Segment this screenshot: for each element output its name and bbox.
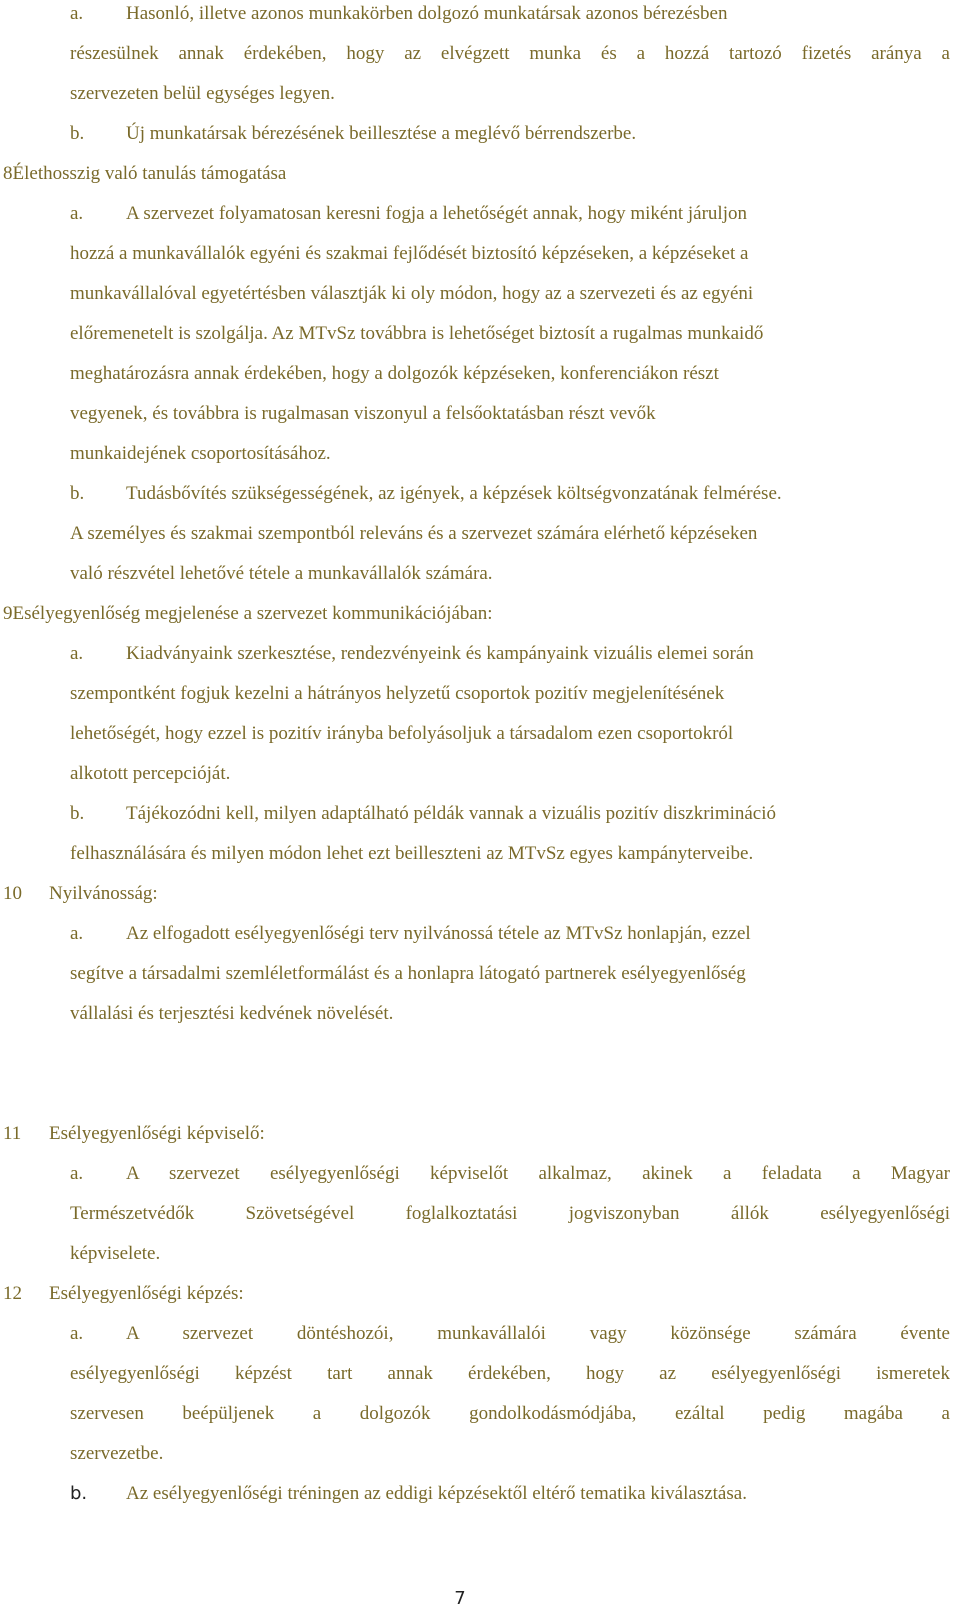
paragraph-line: való részvétel lehetővé tétele a munkavállalók számára. bbox=[70, 563, 493, 584]
line-text: A szervezet esélyegyenlőségi képviselőt alkalmaz, akinek a feladata a Magyar bbox=[126, 1163, 950, 1184]
paragraph-line: segítve a társadalmi szemléletformálást és a honlapra látogató partnerek esélyegyenlőség bbox=[70, 963, 746, 984]
list-marker: b. bbox=[70, 1483, 88, 1504]
paragraph-line: munkavállalóval egyetértésben választják ki oly módon, hogy az a szervezeti és az egyéni bbox=[70, 283, 754, 304]
line-text: Tudásbővítés szükségességének, az igények, a képzések költségvonzatának felmérése. bbox=[126, 483, 782, 504]
list-marker: b. bbox=[70, 123, 85, 144]
paragraph-line: részesülnek annak érdekében, hogy az elvégzett munka és a hozzá tartozó fizetés aránya a bbox=[70, 43, 950, 64]
paragraph-line bbox=[70, 2, 950, 26]
paragraph-line: szempontként fogjuk kezelni a hátrányos helyzetű csoportok pozitív megjelenítésének bbox=[70, 683, 725, 704]
paragraph-line: esélyegyenlőségi képzést tart annak érdekében, hogy az esélyegyenlőségi ismeretek bbox=[70, 1363, 950, 1384]
paragraph-line: Természetvédők Szövetségével foglalkoztatási jogviszonyban állók esélyegyenlőségi bbox=[70, 1203, 950, 1224]
paragraph-line: lehetőségét, hogy ezzel is pozitív irányba befolyásoljuk a társadalom ezen csoportokról bbox=[70, 723, 734, 744]
paragraph-line: alkotott percepcióját. bbox=[70, 763, 231, 784]
line-text: Kiadványaink szerkesztése, rendezvényeink és kampányaink vizuális elemei során bbox=[126, 643, 754, 664]
line-text: Új munkatársak bérezésének beillesztése a meglévő bérrendszerbe. bbox=[126, 123, 637, 144]
section-number: 12 bbox=[3, 1283, 22, 1304]
section-number: 10 bbox=[3, 883, 22, 904]
paragraph-line: képviselete. bbox=[70, 1243, 161, 1264]
section-heading bbox=[3, 1122, 883, 1146]
paragraph-line: szervezetbe. bbox=[70, 1443, 164, 1464]
list-marker: a. bbox=[70, 643, 84, 664]
paragraph-line bbox=[70, 202, 950, 226]
section-heading: 9Esélyegyenlőség megjelenése a szervezet kommunikációjában: bbox=[3, 603, 493, 624]
paragraph-line bbox=[70, 802, 950, 826]
paragraph-line: munkaidejének csoportosításához. bbox=[70, 443, 331, 464]
list-marker: a. bbox=[70, 203, 84, 224]
list-marker: a. bbox=[70, 1323, 84, 1344]
paragraph-line bbox=[70, 1322, 950, 1346]
line-text: Hasonló, illetve azonos munkakörben dolgozó munkatársak azonos bérezésben bbox=[126, 3, 728, 24]
paragraph-line bbox=[70, 642, 950, 666]
paragraph-line: szervezeten belül egységes legyen. bbox=[70, 83, 335, 104]
list-marker: a. bbox=[70, 1163, 84, 1184]
paragraph-line bbox=[70, 482, 950, 506]
line-text: A szervezet döntéshozói, munkavállalói vagy közönsége számára évente bbox=[126, 1323, 950, 1344]
list-marker: b. bbox=[70, 483, 85, 504]
list-marker: a. bbox=[70, 923, 84, 944]
paragraph-line: szervesen beépüljenek a dolgozók gondolkodásmódjába, ezáltal pedig magába a bbox=[70, 1403, 950, 1424]
paragraph-line: A személyes és szakmai szempontból releváns és a szervezet számára elérhető képzéseken bbox=[70, 523, 758, 544]
section-title: Nyilvánosság: bbox=[49, 883, 158, 904]
paragraph-line: meghatározásra annak érdekében, hogy a dolgozók képzéseken, konferenciákon részt bbox=[70, 363, 719, 384]
section-heading bbox=[3, 882, 883, 906]
paragraph-line bbox=[70, 122, 950, 146]
paragraph-line: felhasználására és milyen módon lehet ezt beilleszteni az MTvSz egyes kampányterveibe. bbox=[70, 843, 754, 864]
section-title: Esélyegyenlőségi képviselő: bbox=[49, 1123, 265, 1144]
section-heading: 8Élethosszig való tanulás támogatása bbox=[3, 163, 287, 184]
list-marker: a. bbox=[70, 3, 84, 24]
line-text: A szervezet folyamatosan keresni fogja a lehetőségét annak, hogy miként járuljon bbox=[126, 203, 747, 224]
page-number: 7 bbox=[454, 1588, 466, 1609]
paragraph-line: hozzá a munkavállalók egyéni és szakmai fejlődését biztosító képzéseken, a képzéseket a bbox=[70, 243, 749, 264]
paragraph-line: vállalási és terjesztési kedvének növelését. bbox=[70, 1003, 394, 1024]
paragraph-line bbox=[70, 1162, 950, 1186]
list-marker: b. bbox=[70, 803, 85, 824]
line-text: Az esélyegyenlőségi tréningen az eddigi képzésektől eltérő tematika kiválasztása. bbox=[126, 1483, 747, 1504]
section-heading bbox=[3, 1282, 883, 1306]
paragraph-line bbox=[70, 1482, 950, 1506]
line-text: Tájékozódni kell, milyen adaptálható példák vannak a vizuális pozitív diszkrimináció bbox=[126, 803, 777, 824]
section-number: 11 bbox=[3, 1123, 22, 1144]
paragraph-line: vegyenek, és továbbra is rugalmasan viszonyul a felsőoktatásban részt vevők bbox=[70, 403, 656, 424]
paragraph-line bbox=[70, 922, 950, 946]
section-title: Esélyegyenlőségi képzés: bbox=[49, 1283, 244, 1304]
paragraph-line: előremenetelt is szolgálja. Az MTvSz továbbra is lehetőséget biztosít a rugalmas munkaidő bbox=[70, 323, 764, 344]
line-text: Az elfogadott esélyegyenlőségi terv nyilvánossá tétele az MTvSz honlapján, ezzel bbox=[126, 923, 751, 944]
